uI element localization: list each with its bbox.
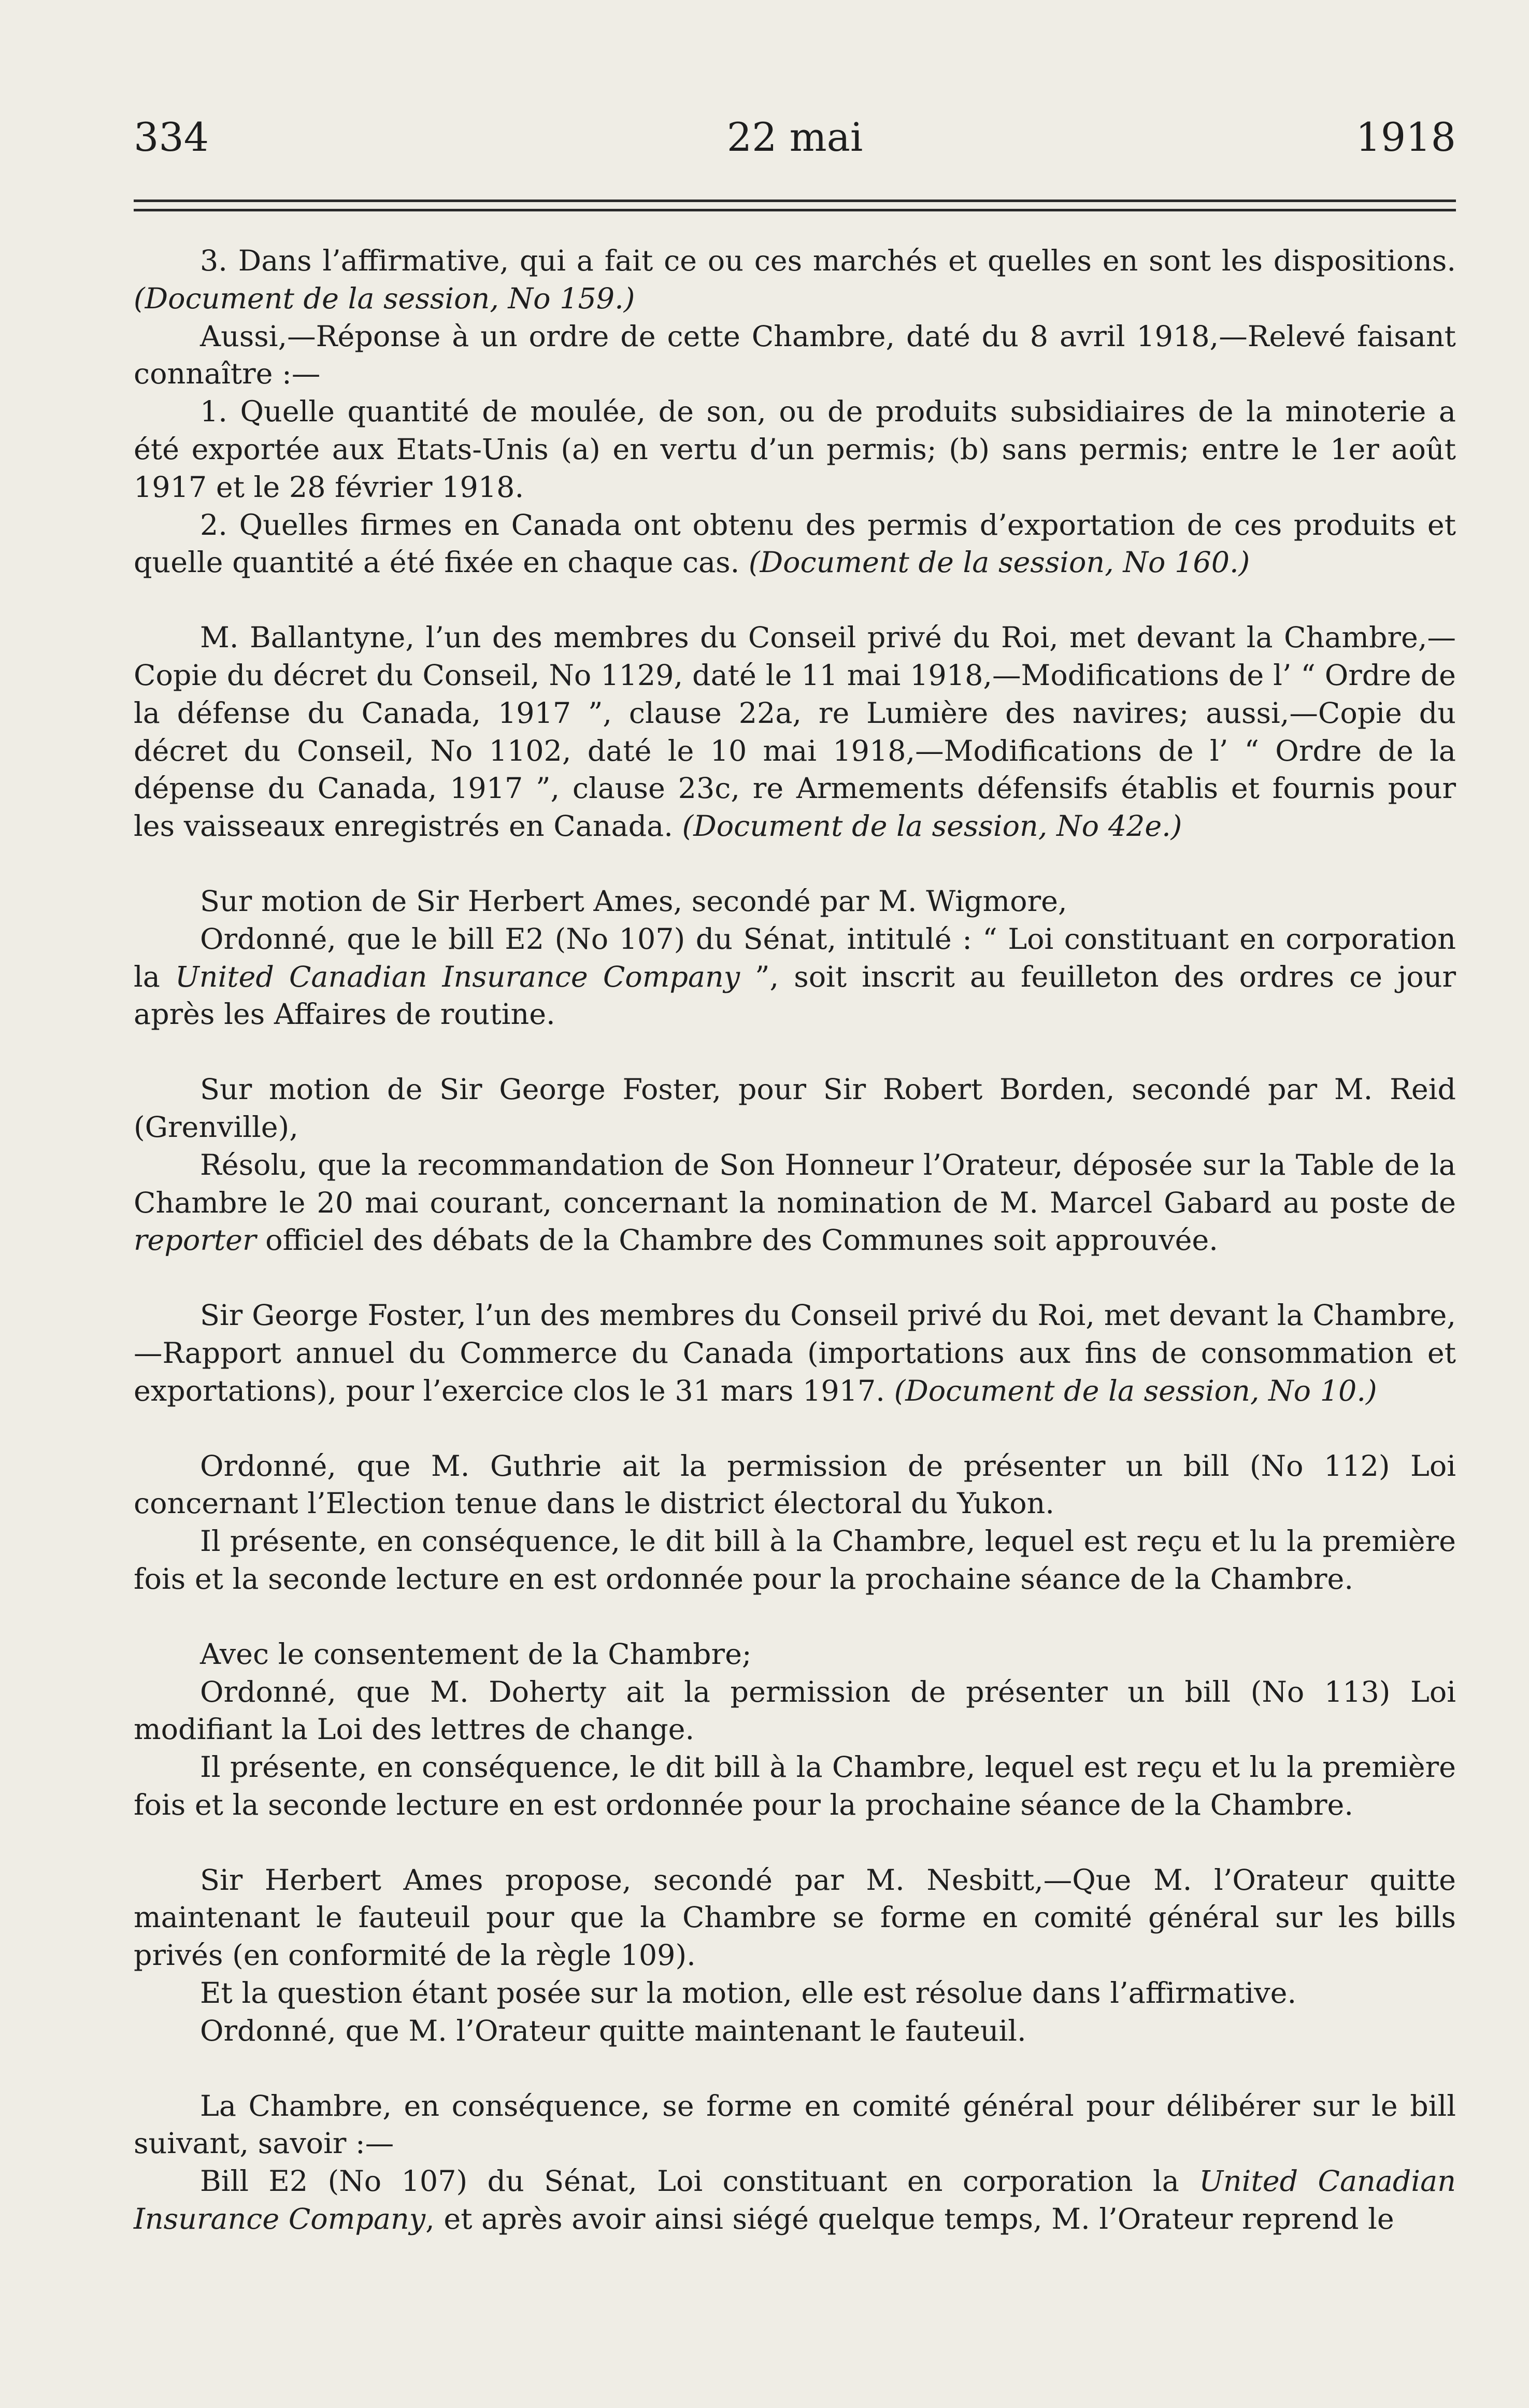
paragraph — [134, 1297, 1456, 1410]
paragraph — [134, 2163, 1456, 2239]
paragraph — [134, 1975, 1456, 2013]
header-rule-top — [134, 200, 1456, 202]
paragraph — [134, 883, 1456, 921]
paragraph-text: Aussi,—Réponse à un ordre de cette Chambre, daté du 8 avril 1918,—Relevé faisant connaître :— — [134, 319, 1456, 391]
running-header — [134, 109, 1456, 166]
paragraph-text: Il présente, en conséquence, le dit bill à la Chambre, lequel est reçu et lu la première fois et la seconde lecture en est ordonnée pour la prochaine séance de la Chambre. — [134, 1750, 1456, 1822]
paragraph-text: Résolu, que la recommandation de Son Honneur l’Orateur, déposée sur la Table de la Chambre le 20 mai courant, concernant la nomination de M. Marcel Gabard au poste de — [134, 1148, 1456, 1220]
header-year: 1918 — [1355, 114, 1456, 160]
italic-text: (Document de la session, No 10.) — [894, 1374, 1377, 1408]
paragraph-gap — [134, 846, 1456, 883]
header-date: 22 mai — [726, 114, 863, 160]
paragraph-text: La Chambre, en conséquence, se forme en comité général pour délibérer sur le bill suivant, savoir :— — [134, 2089, 1456, 2161]
paragraph — [134, 1071, 1456, 1147]
paragraph-text: Ordonné, que M. l’Orateur quitte maintenant le fauteuil. — [200, 2014, 1026, 2048]
paragraph — [134, 1862, 1456, 1975]
paragraph — [134, 2013, 1456, 2050]
paragraph-text: Sur motion de Sir Herbert Ames, secondé par M. Wigmore, — [200, 884, 1067, 918]
paragraph — [134, 1147, 1456, 1260]
italic-text: (Document de la session, No 160.) — [748, 546, 1250, 580]
paragraph — [134, 1749, 1456, 1825]
paragraph-text: Avec le consentement de la Chambre; — [200, 1637, 752, 1671]
page-number: 334 — [134, 114, 209, 160]
paragraph-text: 3. Dans l’affirmative, qui a fait ce ou ces marchés et quelles en sont les dispositions. — [200, 244, 1456, 278]
paragraph — [134, 1636, 1456, 1674]
italic-text: United Canadian Insurance Company — [134, 2164, 1456, 2236]
paragraph-text: Ordonné, que M. Guthrie ait la permission de présenter un bill (No 112) Loi concernant l’Election tenue dans le district électoral du Yukon. — [134, 1449, 1456, 1521]
paragraph-gap — [134, 1260, 1456, 1297]
page-body — [134, 243, 1456, 2239]
paragraph — [134, 1523, 1456, 1599]
paragraph-text: Bill E2 (No 107) du Sénat, Loi constituant en corporation la — [200, 2164, 1199, 2199]
paragraph — [134, 507, 1456, 582]
paragraph-gap — [134, 1034, 1456, 1071]
paragraph — [134, 318, 1456, 394]
paragraph-text: Sir George Foster, l’un des membres du Conseil privé du Roi, met devant la Chambre,—Rapport annuel du Commerce du Canada (importations aux fins de consommation et exportations), pour l’exercice clos le 31 mars 1917. — [134, 1299, 1456, 1408]
paragraph-text-after: officiel des débats de la Chambre des Communes soit approuvée. — [256, 1223, 1218, 1258]
paragraph — [134, 1448, 1456, 1523]
paragraph — [134, 243, 1456, 318]
italic-text: United Canadian Insurance Company — [175, 960, 740, 994]
paragraph-text: Il présente, en conséquence, le dit bill à la Chambre, lequel est reçu et lu la première fois et la seconde lecture en est ordonnée pour la prochaine séance de la Chambre. — [134, 1524, 1456, 1596]
paragraph-text: Sur motion de Sir George Foster, pour Sir Robert Borden, secondé par M. Reid (Grenville), — [134, 1073, 1456, 1144]
header-rule-bottom — [134, 209, 1456, 211]
paragraph-text: Et la question étant posée sur la motion, elle est résolue dans l’affirmative. — [200, 1976, 1297, 2011]
paragraph-text: 2. Quelles firmes en Canada ont obtenu des permis d’exportation de ces produits et quelle quantité a été fixée en chaque cas. — [134, 508, 1456, 580]
paragraph — [134, 1674, 1456, 1749]
paragraph — [134, 393, 1456, 506]
paragraph-text: Ordonné, que M. Doherty ait la permission de présenter un bill (No 113) Loi modifiant la Loi des lettres de change. — [134, 1675, 1456, 1747]
paragraph-text: M. Ballantyne, l’un des membres du Conseil privé du Roi, met devant la Chambre,—Copie du décret du Conseil, No 1129, daté le 11 mai 1918,—Modifications de l’ “ Ordre de la défense du Canada, 1917 ”, clause 22a, re Lumière des navires; aussi,—Copie du décret du Conseil, No 1102, daté le 10 mai 1918,—Modifications de l’ “ Ordre de la dépense du Canada, 1917 ”, clause 23c, re Armements défensifs établis et fournis pour les vaisseaux enregistrés en Canada. — [134, 621, 1456, 844]
paragraph — [134, 921, 1456, 1034]
paragraph-text: Sir Herbert Ames propose, secondé par M. Nesbitt,—Que M. l’Orateur quitte maintenant le fauteuil pour que la Chambre se forme en comité général sur les bills privés (en conformité de la règle 109). — [134, 1863, 1456, 1973]
paragraph-gap — [134, 582, 1456, 619]
paragraph-gap — [134, 2050, 1456, 2088]
paragraph-gap — [134, 1410, 1456, 1448]
italic-text: (Document de la session, No 42e.) — [682, 809, 1182, 844]
paragraph-text: 1. Quelle quantité de moulée, de son, ou de produits subsidiaires de la minoterie a été exportée aux Etats-Unis (a) en vertu d’un permis; (b) sans permis; entre le 1er août 1917 et le 28 février 1918. — [134, 395, 1456, 504]
paragraph-gap — [134, 1599, 1456, 1636]
italic-text: (Document de la session, No 159.) — [134, 281, 635, 316]
italic-text: reporter — [134, 1223, 256, 1258]
paragraph — [134, 2088, 1456, 2163]
paragraph-text-after: , et après avoir ainsi siégé quelque temps, M. l’Orateur reprend le — [425, 2202, 1394, 2236]
paragraph-text: Ordonné, que le bill E2 (No 107) du Sénat, intitulé : “ Loi constituant en corporation la — [134, 922, 1456, 994]
paragraph — [134, 619, 1456, 846]
paragraph-text-after: ”, soit inscrit au feuilleton des ordres ce jour après les Affaires de routine. — [134, 960, 1456, 1032]
paragraph-gap — [134, 1825, 1456, 1862]
